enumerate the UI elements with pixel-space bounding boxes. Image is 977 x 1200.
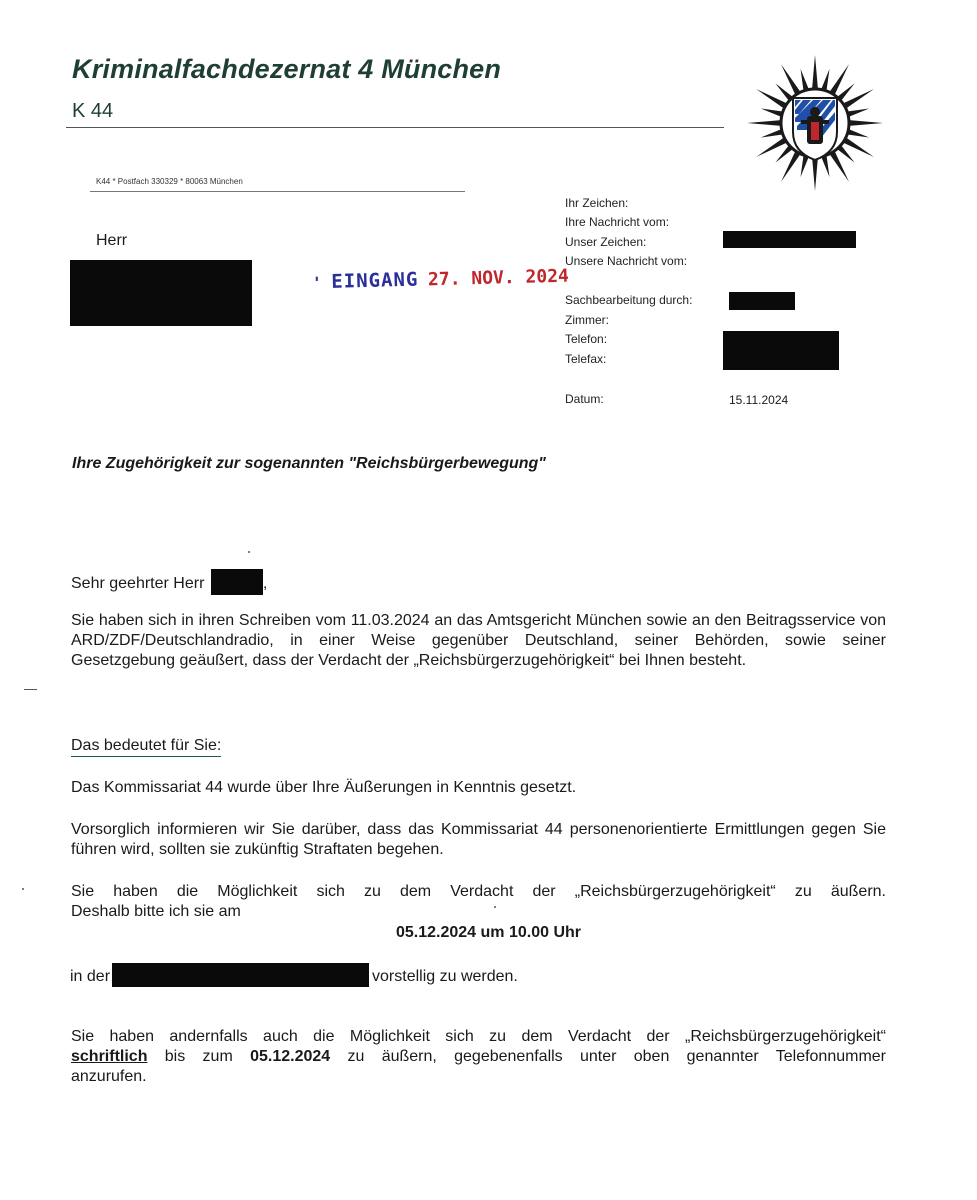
letter-subject: Ihre Zugehörigkeit zur sogenannten "Reichsbürgerbewegung" <box>72 455 546 472</box>
stamp-tick: ' <box>311 273 322 293</box>
paragraph-investigation: Vorsorglich informieren wir Sie darüber, dass das Kommissariat 44 personenorientierte Ermittlungen gegen Sie führen wird, sollten sie zukünftig Straftaten begehen. <box>71 821 886 858</box>
deadline-date: 05.12.2024 <box>250 1048 331 1065</box>
deadline-prefix: bis zum <box>164 1048 233 1065</box>
paragraph-opportunity-line1: Sie haben die Möglichkeit sich zu dem Verdacht der „Reichsbürgerzugehörigkeit“ zu äußern. <box>71 883 886 900</box>
paragraph-notification: Das Kommissariat 44 wurde über Ihre Äußerungen in Kenntnis gesetzt. <box>71 779 577 796</box>
location-suffix: vorstellig zu werden. <box>372 968 518 985</box>
police-star-emblem-icon <box>745 52 885 194</box>
redacted-recipient-name <box>211 569 263 595</box>
stamp-date: 27. NOV. 2024 <box>427 265 570 291</box>
info-case-officer-label: Sachbearbeitung durch: <box>565 293 693 307</box>
location-line <box>70 963 518 987</box>
paragraph-suspicion: Sie haben sich in ihren Schreiben vom 11.03.2024 an das Amtsgericht München sowie an den Beitragsservice von ARD/ZDF/Deutschlandradio, in einer Weise gegenüber Deutschland, seiner Behörden, sowie seiner Gesetzgebung geäußert, dass der Verdacht der „Reichsbürgerzugehörigkeit“ bei Ihnen besteht. <box>71 612 886 669</box>
scan-speck <box>248 551 250 553</box>
stamp-label: EINGANG <box>331 268 419 293</box>
appointment-datetime: 05.12.2024 um 10.00 Uhr <box>395 924 581 941</box>
paragraph-opportunity-line2: Deshalb bitte ich sie am <box>71 903 241 920</box>
info-fax-label: Telefax: <box>565 352 607 366</box>
paragraph-written-option-line1: Sie haben andernfalls auch die Möglichkeit sich zu dem Verdacht der „Reichsbürgerzugehörigkeit“ <box>71 1028 886 1045</box>
header-divider <box>66 127 724 128</box>
info-your-message-label: Ihre Nachricht vom: <box>565 215 670 229</box>
paragraph-written-option-line2 <box>71 1047 886 1067</box>
written-emphasis: schriftlich <box>71 1048 148 1065</box>
greeting-comma: , <box>262 575 268 592</box>
paragraph-written-option-line3: anzurufen. <box>71 1068 147 1085</box>
margin-mark <box>24 689 37 690</box>
info-date-label: Datum: <box>565 392 604 406</box>
emblem-ray <box>845 120 883 127</box>
greeting-line <box>71 569 267 595</box>
sender-divider <box>90 191 465 192</box>
department-code: K 44 <box>72 100 114 122</box>
deadline-rest: zu äußern, gegebenenfalls unter oben genannter Telefonnummer <box>347 1048 887 1065</box>
sender-address-line: K44 * Postfach 330329 * 80063 München <box>96 177 243 186</box>
info-date-value: 15.11.2024 <box>729 393 789 407</box>
greeting-text: Sehr geehrter Herr <box>71 575 205 592</box>
received-stamp <box>312 265 569 294</box>
info-our-reference-label: Unser Zeichen: <box>565 235 647 249</box>
redacted-location <box>112 963 369 987</box>
office-name: Kriminalfachdezernat 4 München <box>72 54 502 84</box>
scan-speck <box>22 888 24 890</box>
recipient-salutation: Herr <box>96 232 128 249</box>
redacted-our-reference <box>723 231 856 248</box>
info-our-message-label: Unsere Nachricht vom: <box>565 254 688 268</box>
redacted-recipient-address <box>70 260 252 326</box>
redacted-case-officer <box>729 292 795 310</box>
info-room-label: Zimmer: <box>565 313 609 327</box>
info-phone-label: Telefon: <box>565 332 608 346</box>
redacted-phone-fax <box>723 331 839 370</box>
emblem-ray <box>747 120 785 127</box>
section-heading: Das bedeutet für Sie: <box>71 737 221 757</box>
emblem-ray <box>812 55 819 93</box>
info-your-reference-label: Ihr Zeichen: <box>565 196 629 210</box>
location-prefix: in der <box>70 968 111 985</box>
